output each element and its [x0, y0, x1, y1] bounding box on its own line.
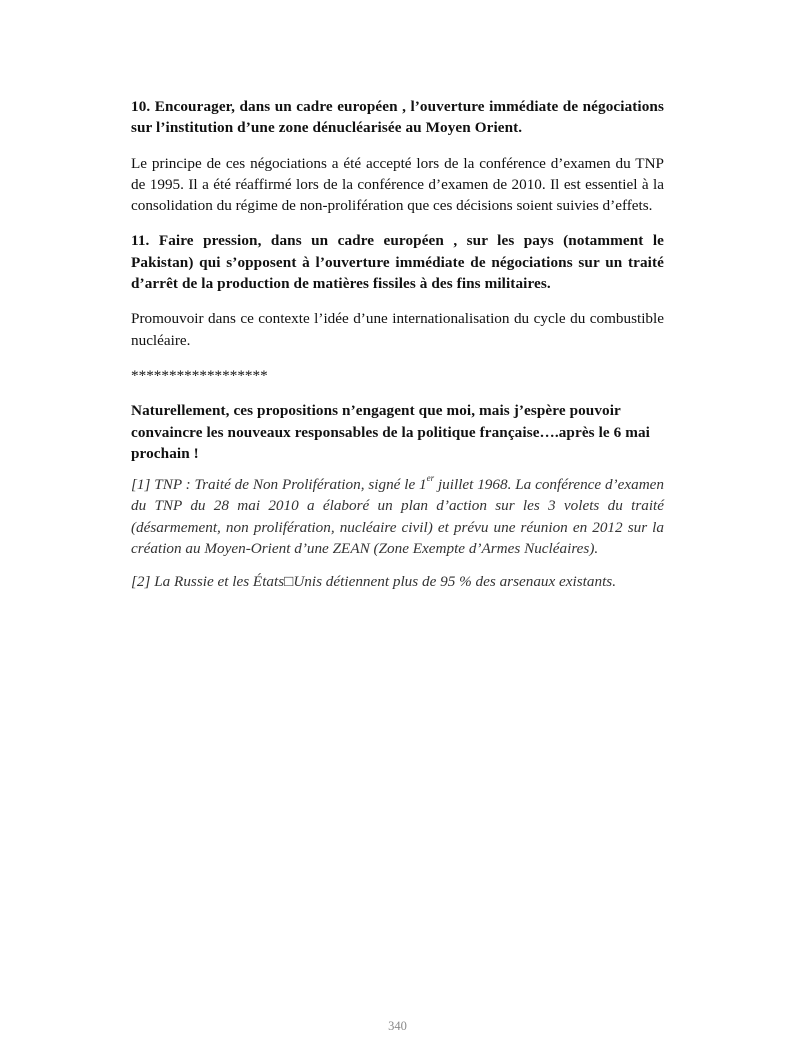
page-content	[131, 96, 664, 605]
page-number: 340	[388, 1019, 407, 1033]
footnote-2: [2] La Russie et les États□Unis détiennent plus de 95 % des arsenaux existants.	[131, 573, 616, 591]
item-10-body: Le principe de ces négociations a été accepté lors de la conférence d’examen du TNP de 1995. Il a été réaffirmé lors de la conférence d’examen de 2010. Il est essentiel à la consolidation du régime de non-prolifération que ces décisions soient suivies d’effets.	[131, 154, 664, 215]
footnote-1-before: [1] TNP : Traité de Non Prolifération, signé le 1	[131, 476, 427, 494]
footnote-1-after: juillet 1968. La conférence d’examen du TNP du 28 mai 2010 a élaboré un plan d’action sur les 3 volets du traité (désarmement, non prolifération, nucléaire civil) et prévu une réunion en 2012 sur la création au Moyen-Orient d’une ZEAN (Zone Exempte d’Armes Nucléaires).	[131, 476, 664, 558]
separator-asterisks: ******************	[131, 366, 268, 384]
closing-statement: Naturellement, ces propositions n’engagent que moi, mais j’espère pouvoir convaincre les nouveaux responsables de la politique française….après le 6 mai prochain !	[131, 402, 650, 462]
item-10-heading: 10. Encourager, dans un cadre européen , l’ouverture immédiate de négociations sur l’institution d’une zone dénucléarisée au Moyen Orient.	[131, 98, 664, 137]
item-11-heading: 11. Faire pression, dans un cadre européen , sur les pays (notamment le Pakistan) qui s’opposent à l’ouverture immédiate de négociations sur un traité d’arrêt de la production de matières fissiles à des fins militaires.	[131, 232, 664, 293]
item-11-body: Promouvoir dans ce contexte l’idée d’une internationalisation du cycle du combustible nucléaire.	[131, 310, 664, 349]
footnote-1-superscript: er	[426, 473, 435, 484]
footnote-1	[131, 474, 664, 559]
